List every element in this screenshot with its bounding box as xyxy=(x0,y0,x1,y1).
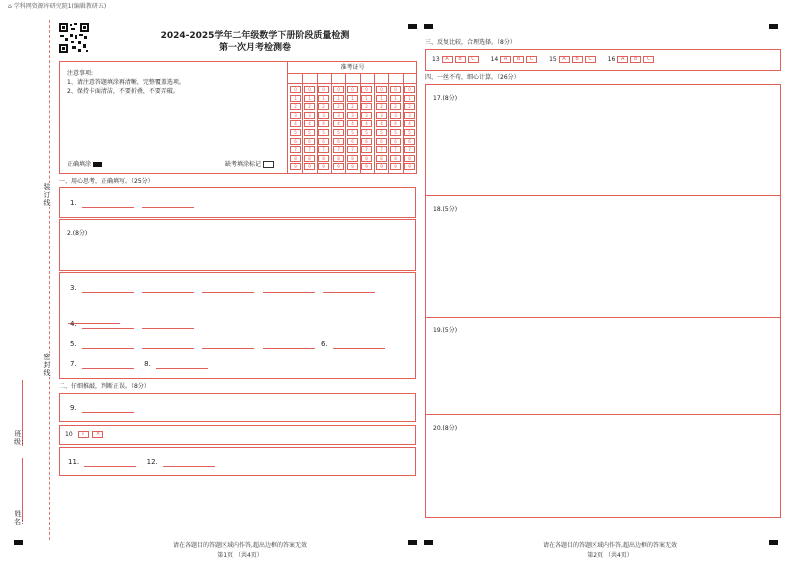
exam-id-bubble[interactable]: 8 xyxy=(304,155,315,162)
exam-id-bubble[interactable]: 3 xyxy=(361,112,372,119)
binding-line xyxy=(49,20,50,540)
section3-title: 三、反复比较，合理选择。（8分） xyxy=(425,39,516,46)
q12-label: 12. xyxy=(146,458,158,466)
choice-question-15 xyxy=(549,56,598,63)
exam-id-bubble[interactable]: 4 xyxy=(318,120,329,127)
exam-id-bubble[interactable]: 8 xyxy=(361,155,372,162)
exam-id-bubble[interactable]: 2 xyxy=(404,103,415,110)
q4-label: 4. xyxy=(70,320,77,328)
choice-option-13-c[interactable]: C xyxy=(468,56,479,63)
q4-blank-2[interactable] xyxy=(142,320,194,329)
exam-id-bubble[interactable]: 6 xyxy=(390,138,401,145)
q8-label: 8. xyxy=(144,360,151,368)
exam-subtitle: 第一次月考检测卷 xyxy=(218,43,291,53)
exam-id-bubble[interactable]: 5 xyxy=(361,129,372,136)
exam-id-bubble[interactable]: 4 xyxy=(390,120,401,127)
q1-blank-2[interactable] xyxy=(142,199,194,208)
exam-id-bubble[interactable]: 6 xyxy=(347,138,358,145)
exam-id-bubble[interactable]: 3 xyxy=(290,112,301,119)
q2-box[interactable] xyxy=(59,219,416,271)
exam-id-bubble[interactable]: 8 xyxy=(333,155,344,162)
choice-question-14 xyxy=(491,56,540,63)
q5-blank-3[interactable] xyxy=(202,340,254,349)
exam-id-bubble[interactable]: 1 xyxy=(376,95,387,102)
q1-blank-1[interactable] xyxy=(82,199,134,208)
choice-option-15-a[interactable]: A xyxy=(559,56,570,63)
q5-blank-4[interactable] xyxy=(263,340,315,349)
choice-number: 14 xyxy=(490,56,501,63)
exam-id-bubble[interactable]: 3 xyxy=(390,112,401,119)
absent-mark: 缺考填涂标记 xyxy=(225,161,274,169)
choice-box xyxy=(425,49,781,71)
q6-label: 6. xyxy=(321,340,328,348)
exam-id-bubble[interactable]: 0 xyxy=(304,86,315,93)
exam-id-bubble[interactable]: 5 xyxy=(290,129,301,136)
notice-line2: 2、保持卡面清洁，不要折叠，不要弄破。 xyxy=(67,88,179,95)
registration-mark xyxy=(424,24,433,29)
exam-id-bubble[interactable]: 7 xyxy=(376,146,387,153)
exam-id-bubble[interactable]: 4 xyxy=(290,120,301,127)
exam-id-bubble[interactable]: 8 xyxy=(376,155,387,162)
exam-id-bubble[interactable]: 3 xyxy=(318,112,329,119)
q3-blank-1[interactable] xyxy=(82,284,134,293)
section2-title: 二、仔细推敲，判断正误。（8分） xyxy=(59,383,150,390)
registration-mark xyxy=(408,540,417,545)
exam-id-bubble[interactable]: 7 xyxy=(304,146,315,153)
exam-id-bubble[interactable]: 9 xyxy=(318,163,329,170)
exam-id-bubble[interactable]: 0 xyxy=(404,86,415,93)
choice-option-13-b[interactable]: B xyxy=(455,56,466,63)
notice-title: 注意事项: xyxy=(67,70,94,77)
exam-id-bubble[interactable]: 9 xyxy=(361,163,372,170)
q9-box xyxy=(59,393,416,422)
footer-warning-right: 请在各题目的答题区域内作答,超出边框的答案无效 xyxy=(543,542,677,549)
q5-blank-1[interactable] xyxy=(82,340,134,349)
exam-id-bubble[interactable]: 7 xyxy=(404,146,415,153)
exam-id-bubble[interactable]: 6 xyxy=(376,138,387,145)
registration-mark xyxy=(408,24,417,29)
q19-answer-area[interactable] xyxy=(426,318,780,414)
registration-mark xyxy=(769,24,778,29)
exam-id-bubble[interactable]: 3 xyxy=(333,112,344,119)
exam-id-bubble[interactable]: 3 xyxy=(347,112,358,119)
q7-blank[interactable] xyxy=(82,360,134,369)
q8-blank[interactable] xyxy=(156,360,208,369)
footer-warning-left: 请在各题目的答题区域内作答,超出边框的答案无效 xyxy=(173,542,307,549)
choice-option-14-b[interactable]: B xyxy=(513,56,524,63)
exam-id-bubble[interactable]: 8 xyxy=(318,155,329,162)
section1-title: 一、用心思考，正确填写。（25分） xyxy=(59,178,154,185)
exam-id-bubble[interactable]: 9 xyxy=(390,163,401,170)
q5-blank-2[interactable] xyxy=(142,340,194,349)
exam-id-bubble[interactable]: 2 xyxy=(333,103,344,110)
exam-id-bubble[interactable]: 0 xyxy=(290,86,301,93)
choice-question-13 xyxy=(432,56,481,63)
name-write-line[interactable] xyxy=(22,458,23,522)
choice-option-14-a[interactable]: A xyxy=(500,56,511,63)
exam-id-bubble[interactable]: 0 xyxy=(390,86,401,93)
q3-8-box xyxy=(59,272,416,379)
choice-option-16-a[interactable]: A xyxy=(617,56,628,63)
name-label: 姓名： xyxy=(14,510,28,526)
exam-id-bubble[interactable]: 2 xyxy=(318,103,329,110)
exam-id-bubble[interactable]: 1 xyxy=(304,95,315,102)
exam-id-bubble[interactable]: 6 xyxy=(361,138,372,145)
registration-mark xyxy=(424,540,433,545)
notice-line1: 1、请注意答题填涂再清晰，完整覆盖选项。 xyxy=(67,79,185,86)
binding-label-mi: 密封线 xyxy=(43,353,51,377)
info-box xyxy=(59,61,417,174)
exam-id-bubble[interactable]: 5 xyxy=(304,129,315,136)
choice-question-16 xyxy=(608,56,657,63)
exam-id-bubble[interactable]: 5 xyxy=(404,129,415,136)
choice-option-16-b[interactable]: B xyxy=(630,56,641,63)
choice-option-15-b[interactable]: B xyxy=(572,56,583,63)
exam-id-bubble[interactable]: 3 xyxy=(304,112,315,119)
q11-blank[interactable] xyxy=(84,458,136,467)
exam-id-bubble[interactable]: 7 xyxy=(347,146,358,153)
registration-mark xyxy=(14,540,23,545)
exam-id-bubble[interactable]: 7 xyxy=(318,146,329,153)
q10-option-false[interactable]: × xyxy=(92,431,103,438)
choice-option-15-c[interactable]: C xyxy=(585,56,596,63)
exam-title: 2024-2025学年二年级数学下册阶段质量检测 xyxy=(160,31,350,41)
exam-id-bubble[interactable]: 7 xyxy=(333,146,344,153)
filled-bubble-icon xyxy=(93,162,102,167)
exam-id-bubble[interactable]: 9 xyxy=(304,163,315,170)
q9-label: 9. xyxy=(70,404,77,412)
exam-id-bubble[interactable]: 4 xyxy=(376,120,387,127)
exam-id-bubble[interactable]: 0 xyxy=(333,86,344,93)
exam-id-bubble[interactable]: 1 xyxy=(318,95,329,102)
exam-id-bubble[interactable]: 4 xyxy=(404,120,415,127)
choice-number: 13 xyxy=(432,56,442,63)
qr-code xyxy=(58,22,90,54)
q12-blank[interactable] xyxy=(163,458,215,467)
exam-id-bubble[interactable]: 8 xyxy=(290,155,301,162)
exam-id-bubble[interactable]: 6 xyxy=(290,138,301,145)
exam-id-bubble[interactable]: 0 xyxy=(318,86,329,93)
choice-number: 16 xyxy=(607,56,618,63)
exam-id-bubble[interactable]: 1 xyxy=(290,95,301,102)
exam-id-bubble[interactable]: 5 xyxy=(318,129,329,136)
exam-id-bubble[interactable]: 2 xyxy=(376,103,387,110)
exam-id-bubble[interactable]: 5 xyxy=(347,129,358,136)
choice-option-13-a[interactable]: A xyxy=(442,56,453,63)
q20-label: 20.(8分) xyxy=(433,425,458,432)
exam-id-bubble[interactable]: 9 xyxy=(376,163,387,170)
exam-id-bubble[interactable]: 0 xyxy=(361,86,372,93)
section4-title: 四、一丝不苟，细心计算。（26分） xyxy=(425,74,520,81)
exam-id-bubble[interactable]: 2 xyxy=(390,103,401,110)
exam-id-bubble[interactable]: 1 xyxy=(390,95,401,102)
choice-option-14-c[interactable]: C xyxy=(526,56,537,63)
binding-label-zhuang: 装订线 xyxy=(43,183,51,207)
q5-label: 5. xyxy=(70,340,77,348)
absent-checkbox[interactable] xyxy=(263,161,274,168)
q9-blank[interactable] xyxy=(82,404,134,413)
exam-id-bubble[interactable]: 7 xyxy=(390,146,401,153)
q1-label: 1. xyxy=(70,199,77,207)
q6-blank[interactable] xyxy=(333,340,385,349)
exam-id-bubble[interactable]: 0 xyxy=(376,86,387,93)
q10-box xyxy=(59,425,416,445)
exam-id-bubble[interactable]: 1 xyxy=(333,95,344,102)
exam-id-bubble[interactable]: 7 xyxy=(361,146,372,153)
calc-box xyxy=(425,84,781,518)
class-write-line[interactable] xyxy=(22,380,23,446)
choice-option-16-c[interactable]: C xyxy=(643,56,654,63)
q20-answer-area[interactable] xyxy=(426,415,780,517)
correct-fill-sample: 正确填涂 xyxy=(67,161,102,169)
exam-id-bubble[interactable]: 4 xyxy=(361,120,372,127)
q17-answer-area[interactable] xyxy=(426,85,780,195)
exam-id-bubble[interactable]: 1 xyxy=(404,95,415,102)
choice-row xyxy=(432,56,666,64)
registration-mark xyxy=(769,540,778,545)
exam-id-bubble[interactable]: 7 xyxy=(290,146,301,153)
exam-id-bubble[interactable]: 4 xyxy=(347,120,358,127)
page-number-right: 第2页 （共4页） xyxy=(587,552,633,559)
exam-id-bubble[interactable]: 5 xyxy=(390,129,401,136)
exam-id-grid xyxy=(287,62,417,173)
exam-id-bubble[interactable]: 3 xyxy=(404,112,415,119)
exam-id-label: 准考证号 xyxy=(340,64,365,71)
q18-label: 18.(5分) xyxy=(433,206,458,213)
q18-answer-area[interactable] xyxy=(426,196,780,317)
exam-id-bubble[interactable]: 5 xyxy=(333,129,344,136)
exam-id-bubble[interactable]: 9 xyxy=(290,163,301,170)
exam-id-bubble[interactable]: 5 xyxy=(376,129,387,136)
exam-id-bubble[interactable]: 1 xyxy=(347,95,358,102)
q3-blank-4[interactable] xyxy=(263,284,315,293)
q19-label: 19.(5分) xyxy=(433,327,458,334)
q3-label: 3. xyxy=(70,284,77,292)
exam-id-bubble[interactable]: 4 xyxy=(333,120,344,127)
q4-blank-1[interactable] xyxy=(82,320,134,329)
q3-blank-2[interactable] xyxy=(142,284,194,293)
exam-id-bubble[interactable]: 0 xyxy=(347,86,358,93)
exam-id-bubble[interactable]: 6 xyxy=(404,138,415,145)
exam-id-bubble[interactable]: 2 xyxy=(361,103,372,110)
exam-id-bubble[interactable]: 6 xyxy=(333,138,344,145)
exam-id-bubble[interactable]: 4 xyxy=(304,120,315,127)
exam-id-bubble[interactable]: 8 xyxy=(347,155,358,162)
q10-label: 10 xyxy=(65,431,73,438)
q10-option-true[interactable]: √ xyxy=(78,431,89,438)
choice-number: 15 xyxy=(549,56,559,63)
watermark: ⌂ 学科网资源库研究院1(编辑教研五) xyxy=(8,3,107,10)
q2-label: 2.(8分) xyxy=(67,230,88,237)
exam-id-bubble[interactable]: 1 xyxy=(361,95,372,102)
q11-12-box xyxy=(59,447,416,476)
exam-id-bubble[interactable]: 2 xyxy=(304,103,315,110)
exam-id-bubble[interactable]: 9 xyxy=(404,163,415,170)
exam-id-bubble[interactable]: 3 xyxy=(376,112,387,119)
q3-blank-3[interactable] xyxy=(202,284,254,293)
exam-id-bubble[interactable]: 9 xyxy=(333,163,344,170)
q3-blank-5[interactable] xyxy=(323,284,375,293)
exam-id-bubble[interactable]: 9 xyxy=(347,163,358,170)
exam-id-bubble[interactable]: 2 xyxy=(290,103,301,110)
q11-label: 11. xyxy=(68,458,80,466)
q7-label: 7. xyxy=(70,360,77,368)
home-icon: ⌂ xyxy=(8,3,14,10)
page-number-left: 第1页 （共4页） xyxy=(217,552,263,559)
q1-box xyxy=(59,187,416,218)
exam-id-bubble[interactable]: 6 xyxy=(318,138,329,145)
exam-id-bubble[interactable]: 2 xyxy=(347,103,358,110)
class-label: 班级： xyxy=(14,430,28,446)
exam-id-bubble[interactable]: 8 xyxy=(404,155,415,162)
exam-id-bubble[interactable]: 6 xyxy=(304,138,315,145)
exam-id-bubble[interactable]: 8 xyxy=(390,155,401,162)
q17-label: 17.(8分) xyxy=(433,95,458,102)
